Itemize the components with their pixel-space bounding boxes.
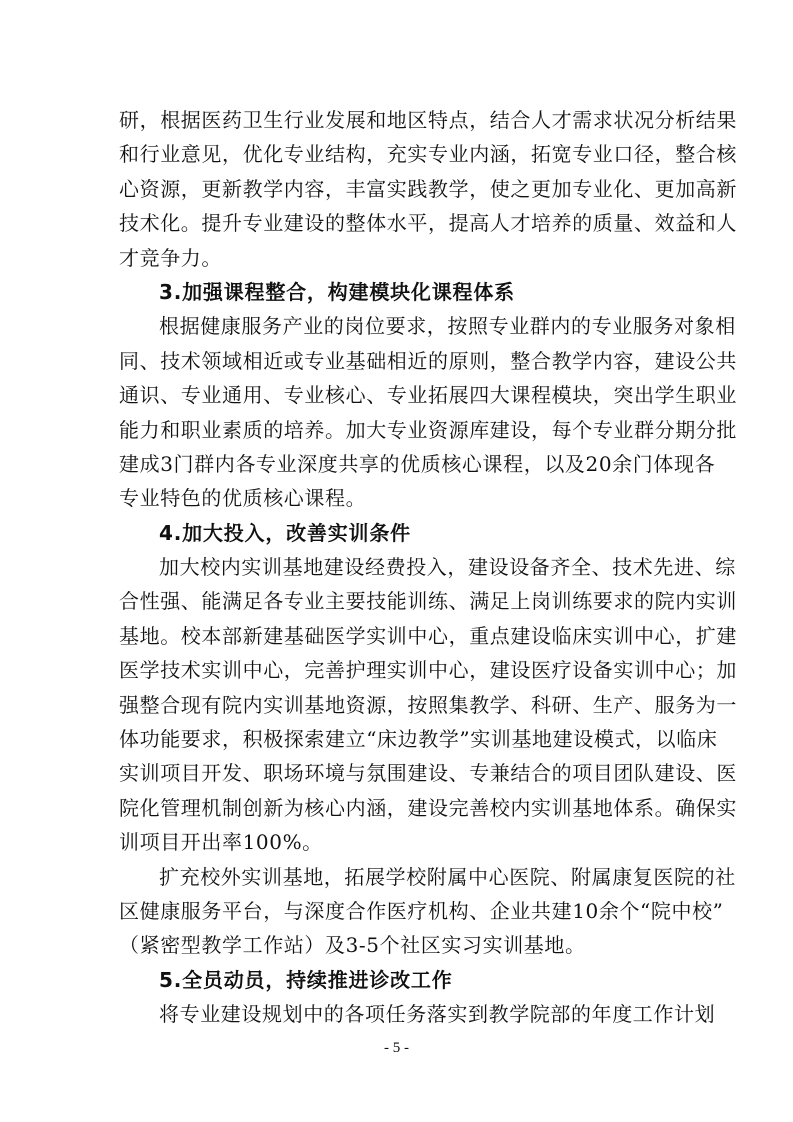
text-line: 体功能要求，积极探索建立“床边教学”实训基地建设模式，以临床	[119, 727, 718, 752]
text-line: 扩充校外实训基地，拓展学校附属中心医院、附属康复医院的社	[159, 864, 736, 889]
text-line: 和行业意见，优化专业结构，充实专业内涵，拓宽专业口径，整合核	[119, 142, 737, 167]
text-line: 技术化。提升专业建设的整体水平，提高人才培养的质量、效益和人	[119, 211, 737, 236]
paragraph-4	[119, 860, 736, 963]
text-line: 专业特色的优质核心课程。	[119, 486, 367, 511]
page-number: - 5 -	[384, 1040, 409, 1056]
text-line: 基地。校本部新建基础医学实训中心，重点建设临床实训中心，扩建	[119, 623, 737, 648]
section-heading-4: 4.加大投入，改善实训条件	[159, 520, 411, 545]
text-line: 研，根据医药卫生行业发展和地区特点，结合人才需求状况分析结果	[119, 108, 737, 132]
paragraph-3	[119, 550, 737, 860]
text-line: 将专业建设规划中的各项任务落实到教学院部的年度工作计划	[159, 1002, 716, 1027]
section-heading-3: 3.加强课程整合，构建模块化课程体系	[159, 279, 515, 304]
text-line: （紧密型教学工作站）及3-5个社区实习实训基地。	[119, 933, 586, 958]
text-line: 加大校内实训基地建设经费投入，建设设备齐全、技术先进、综	[159, 555, 736, 580]
text-line: 才竞争力。	[119, 245, 222, 270]
text-line: 心资源，更新教学内容，丰富实践教学，使之更加专业化、更加高新	[119, 176, 737, 201]
text-line: 院化管理机制创新为核心内涵，建设完善校内实训基地体系。确保实	[119, 795, 737, 820]
text-line: 建成3门群内各专业深度共享的优质核心课程，以及20余门体现各	[119, 451, 716, 476]
text-line: 实训项目开发、职场环境与氛围建设、专兼结合的项目团队建设、医	[119, 761, 737, 786]
text-line: 训项目开出率100%。	[119, 830, 323, 855]
section-heading-5: 5.全员动员，持续推进诊改工作	[159, 967, 453, 992]
paragraph-1	[119, 103, 737, 275]
text-line: 通识、专业通用、专业核心、专业拓展四大课程模块，突出学生职业	[119, 383, 737, 408]
document-body	[119, 103, 737, 1032]
text-line: 合性强、能满足各专业主要技能训练、满足上岗训练要求的院内实训	[119, 589, 737, 614]
text-line: 区健康服务平台，与深度合作医疗机构、企业共建10余个“院中校”	[119, 898, 724, 923]
text-line: 同、技术领域相近或专业基础相近的原则，整合教学内容，建设公共	[119, 348, 737, 373]
text-line: 根据健康服务产业的岗位要求，按照专业群内的专业服务对象相	[159, 314, 736, 339]
text-line: 能力和职业素质的培养。加大专业资源库建设，每个专业群分期分批	[119, 417, 737, 442]
text-line: 医学技术实训中心，完善护理实训中心，建设医疗设备实训中心；加	[119, 658, 737, 683]
text-line: 强整合现有院内实训基地资源，按照集教学、科研、生产、服务为一	[119, 692, 737, 717]
paragraph-2	[119, 309, 737, 515]
paragraph-5	[119, 997, 716, 1031]
